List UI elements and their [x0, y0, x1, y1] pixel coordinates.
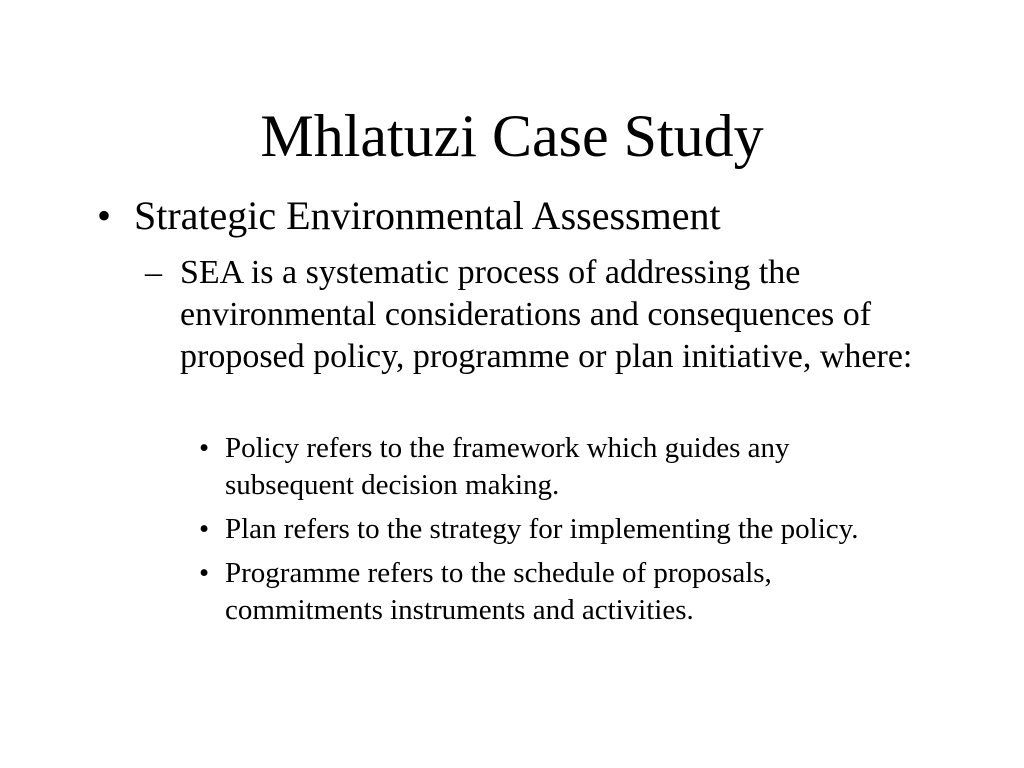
dash-marker: – [145, 254, 162, 291]
sub-bullet-list [199, 430, 919, 636]
list-item-text: Plan refers to the strategy for implementing the policy. [225, 513, 859, 545]
bullet-level2 [145, 252, 975, 378]
bullet-marker: • [199, 513, 210, 545]
slide-title: Mhlatuzi Case Study [260, 103, 764, 169]
bullet-text: Strategic Environmental Assessment [134, 193, 721, 238]
list-item [199, 555, 919, 629]
list-item [199, 511, 919, 548]
list-item [199, 430, 919, 504]
list-item-text: Programme refers to the schedule of proposals, commitments instruments and activities. [225, 557, 772, 626]
sub-bullet-text: SEA is a systematic process of addressing the environmental considerations and consequences of proposed policy, programme or plan initiative, where: [180, 254, 913, 375]
list-item-text: Policy refers to the framework which guides any subsequent decision making. [225, 432, 790, 501]
bullet-marker: • [199, 557, 210, 589]
bullet-marker: • [199, 432, 210, 464]
bullet-marker: • [97, 193, 112, 238]
